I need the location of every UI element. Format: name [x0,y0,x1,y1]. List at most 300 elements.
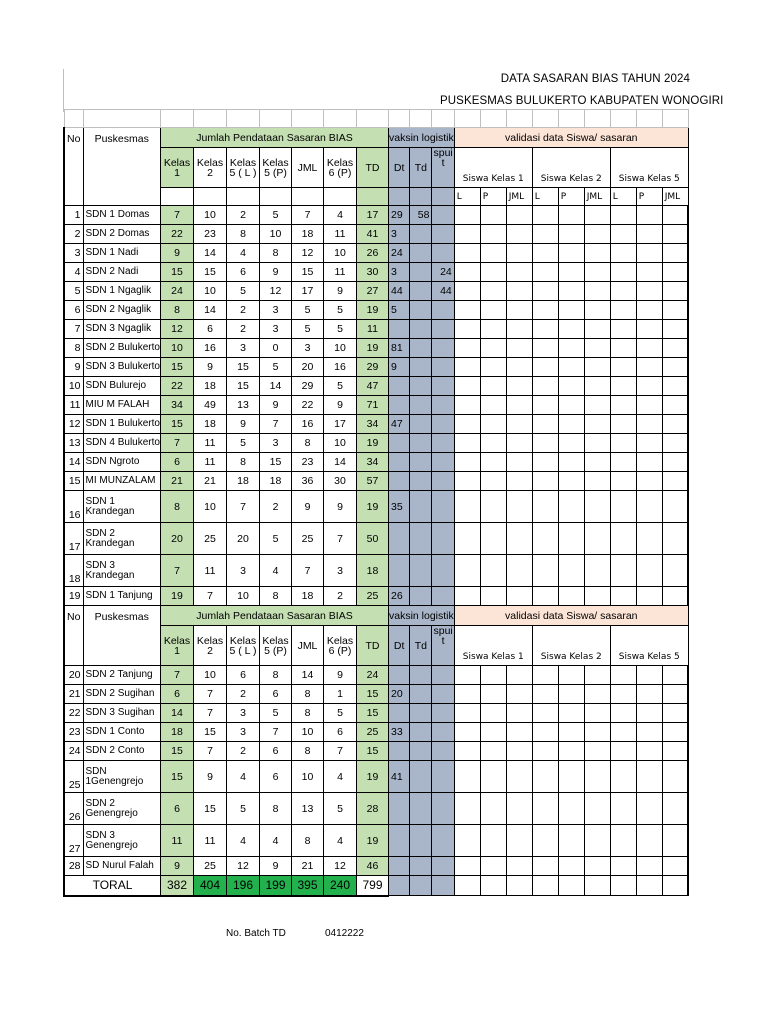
empty-cell [454,472,480,491]
empty-cell [410,876,432,896]
total-label: TORAL [64,876,160,896]
empty-cell [662,685,688,704]
row-kelas6p: 5 [323,320,356,339]
empty-cell [662,377,688,396]
row-no: 2 [64,225,83,244]
row-no: 4 [64,263,83,282]
row-kelas2: 7 [193,742,226,761]
empty-cell [532,301,558,320]
header-kelas5l: Kelas 5 ( L ) [226,148,259,188]
row-spuit [432,723,454,742]
row-dt [388,742,409,761]
empty-cell [558,110,584,128]
empty-cell [584,704,610,723]
row-kelas6p: 10 [323,244,356,263]
empty-cell [506,491,532,523]
row-jml: 15 [291,263,323,282]
empty-cell [506,723,532,742]
row-spuit [432,206,454,225]
row-kelas5l: 7 [226,491,259,523]
empty-cell [454,523,480,555]
row-puskesmas: SDN 3 Sugihan [83,704,160,723]
header-vaksin: vaksin logistik [388,128,454,148]
empty-cell [226,110,259,128]
row-dt [388,555,409,587]
empty-cell [558,666,584,685]
empty-cell [226,188,259,206]
row-kelas5p: 8 [259,587,291,606]
row-kelas5l: 8 [226,453,259,472]
row-kelas5l: 4 [226,761,259,793]
empty-cell [662,523,688,555]
row-kelas6p: 10 [323,339,356,358]
row-kelas6p: 12 [323,857,356,876]
row-kelas6p: 6 [323,723,356,742]
empty-cell [584,320,610,339]
empty-cell [532,472,558,491]
row-td2 [410,415,432,434]
row-kelas2: 18 [193,415,226,434]
sheet-gridline [63,69,64,112]
empty-cell [610,377,636,396]
empty-cell [662,587,688,606]
row-puskesmas: SDN 1 Tanjung [83,587,160,606]
row-kelas2: 11 [193,825,226,857]
header-vaksin: vaksin logistik [388,606,454,626]
empty-cell [454,587,480,606]
row-no: 28 [64,857,83,876]
row-kelas5p: 7 [259,415,291,434]
row-dt [388,434,409,453]
row-kelas5p: 5 [259,206,291,225]
table-row [64,666,688,685]
empty-cell [532,825,558,857]
row-kelas6p: 5 [323,793,356,825]
empty-cell [454,825,480,857]
header-kelas5p: Kelas 5 (P) [259,148,291,188]
empty-cell [584,434,610,453]
empty-cell [532,793,558,825]
row-td: 19 [356,301,388,320]
empty-cell [160,188,193,206]
empty-cell [584,377,610,396]
row-no: 19 [64,587,83,606]
row-td: 26 [356,244,388,263]
row-kelas1: 12 [160,320,193,339]
row-puskesmas: SDN 3 Genengrejo [83,825,160,857]
row-kelas2: 10 [193,282,226,301]
empty-cell [558,453,584,472]
row-jml: 22 [291,396,323,415]
empty-cell [584,225,610,244]
empty-cell [662,415,688,434]
row-kelas1: 22 [160,377,193,396]
empty-cell [532,704,558,723]
row-kelas2: 16 [193,339,226,358]
row-td2 [410,282,432,301]
row-kelas1: 20 [160,523,193,555]
row-puskesmas: SDN Bulurejo [83,377,160,396]
header-siswa2: Siswa Kelas 2 [532,626,610,666]
empty-cell [558,587,584,606]
row-dt [388,857,409,876]
empty-cell [532,666,558,685]
row-puskesmas: SDN 2 Tanjung [83,666,160,685]
row-kelas5l: 10 [226,587,259,606]
empty-cell [584,876,610,896]
row-jml: 18 [291,225,323,244]
empty-cell [584,110,610,128]
empty-cell [454,491,480,523]
row-no: 5 [64,282,83,301]
empty-cell [558,320,584,339]
empty-cell [636,704,662,723]
header-dt: Dt [388,148,409,188]
empty-cell [584,825,610,857]
table-row [64,555,688,587]
row-dt: 33 [388,723,409,742]
empty-cell [532,282,558,301]
table-row [64,320,688,339]
empty-cell [662,555,688,587]
row-td: 47 [356,377,388,396]
table-row [64,244,688,263]
empty-cell [636,685,662,704]
row-kelas5l: 3 [226,723,259,742]
header-kelas6p: Kelas 6 (P) [323,148,356,188]
empty-cell [532,396,558,415]
row-no: 25 [64,761,83,793]
row-td2 [410,666,432,685]
table-row [64,339,688,358]
header-sub-p: P [480,188,506,206]
row-kelas1: 6 [160,453,193,472]
row-spuit [432,555,454,587]
empty-cell [636,206,662,225]
row-td2 [410,396,432,415]
empty-cell [584,555,610,587]
row-spuit [432,825,454,857]
row-spuit [432,666,454,685]
row-no: 13 [64,434,83,453]
row-td2 [410,723,432,742]
header-siswa1: Siswa Kelas 1 [454,148,532,188]
row-kelas5p: 15 [259,453,291,472]
empty-cell [558,793,584,825]
empty-cell [480,793,506,825]
row-kelas5p: 6 [259,761,291,793]
empty-cell [480,742,506,761]
empty-cell [532,434,558,453]
empty-cell [558,523,584,555]
row-no: 15 [64,472,83,491]
row-puskesmas: SDN 1 Bulukerto [83,415,160,434]
row-no: 7 [64,320,83,339]
row-kelas5l: 3 [226,339,259,358]
empty-cell [636,339,662,358]
row-puskesmas: SDN 1 Ngaglik [83,282,160,301]
empty-cell [532,723,558,742]
header-jumlah: Jumlah Pendataan Sasaran BIAS [160,606,388,626]
empty-cell [636,377,662,396]
empty-cell [558,742,584,761]
header-siswa1: Siswa Kelas 1 [454,626,532,666]
row-kelas2: 9 [193,358,226,377]
row-kelas5p: 8 [259,244,291,263]
empty-cell [454,415,480,434]
empty-cell [506,761,532,793]
row-spuit [432,793,454,825]
empty-cell [636,761,662,793]
empty-cell [584,761,610,793]
empty-cell [454,453,480,472]
header-siswa5: Siswa Kelas 5 [610,148,688,188]
row-td2 [410,434,432,453]
row-td: 25 [356,723,388,742]
empty-cell [480,244,506,263]
empty-cell [662,453,688,472]
empty-cell [454,263,480,282]
empty-cell [193,110,226,128]
data-table [63,109,689,897]
row-spuit [432,453,454,472]
empty-cell [532,685,558,704]
empty-cell [610,206,636,225]
row-kelas1: 7 [160,206,193,225]
row-kelas1: 24 [160,282,193,301]
row-td2 [410,857,432,876]
empty-cell [480,761,506,793]
row-kelas5l: 3 [226,704,259,723]
table-row [64,857,688,876]
empty-cell [480,666,506,685]
row-kelas1: 9 [160,244,193,263]
page-subtitle: PUSKESMAS BULUKERTO KABUPATEN WONOGIRI [440,95,724,107]
row-td: 34 [356,415,388,434]
row-puskesmas: SDN 2 Genengrejo [83,793,160,825]
row-kelas1: 6 [160,793,193,825]
empty-cell [610,587,636,606]
row-puskesmas: SDN 2 Nadi [83,263,160,282]
row-dt [388,523,409,555]
empty-cell [532,244,558,263]
empty-cell [610,723,636,742]
row-kelas6p: 1 [323,685,356,704]
row-puskesmas: SDN 2 Bulukerto [83,339,160,358]
header-kelas5p: Kelas 5 (P) [259,626,291,666]
total-td: 799 [356,876,388,896]
empty-cell [662,263,688,282]
header-row [64,606,688,626]
row-kelas6p: 9 [323,491,356,523]
empty-cell [454,761,480,793]
empty-cell [610,472,636,491]
row-spuit [432,320,454,339]
header-validasi: validasi data Siswa/ sasaran [454,606,688,626]
total-k5l: 196 [226,876,259,896]
empty-cell [506,825,532,857]
row-td: 15 [356,742,388,761]
empty-cell [480,377,506,396]
row-td2 [410,301,432,320]
row-puskesmas: SDN 3 Bulukerto [83,358,160,377]
empty-cell [662,761,688,793]
empty-cell [506,523,532,555]
header-td2: Td [410,148,432,188]
row-kelas6p: 11 [323,225,356,244]
row-dt [388,396,409,415]
empty-cell [480,491,506,523]
row-kelas5l: 2 [226,206,259,225]
row-kelas2: 25 [193,523,226,555]
row-td2 [410,244,432,263]
row-kelas5p: 9 [259,263,291,282]
empty-cell [480,358,506,377]
empty-cell [662,225,688,244]
table-row [64,523,688,555]
empty-cell [506,742,532,761]
row-dt [388,453,409,472]
empty-cell [636,225,662,244]
row-td: 34 [356,453,388,472]
row-kelas6p: 16 [323,358,356,377]
empty-cell [636,523,662,555]
empty-cell [610,320,636,339]
empty-cell [480,555,506,587]
empty-cell [532,110,558,128]
empty-cell [610,225,636,244]
table-row [64,742,688,761]
empty-cell [610,110,636,128]
empty-cell [584,523,610,555]
empty-cell [506,704,532,723]
row-dt: 20 [388,685,409,704]
row-spuit [432,761,454,793]
row-kelas2: 15 [193,263,226,282]
empty-cell [454,358,480,377]
empty-cell [506,685,532,704]
empty-cell [558,761,584,793]
row-kelas5p: 3 [259,301,291,320]
row-jml: 10 [291,723,323,742]
row-kelas5p: 7 [259,723,291,742]
empty-cell [610,358,636,377]
empty-cell [558,244,584,263]
empty-cell [584,244,610,263]
empty-cell [636,358,662,377]
empty-cell [584,301,610,320]
empty-cell [506,110,532,128]
empty-cell [610,301,636,320]
empty-cell [454,555,480,587]
empty-cell [558,704,584,723]
empty-cell [610,761,636,793]
empty-cell [558,434,584,453]
row-kelas1: 8 [160,301,193,320]
empty-cell [454,301,480,320]
row-kelas1: 14 [160,704,193,723]
empty-cell [610,876,636,896]
row-td2 [410,377,432,396]
table-row [64,723,688,742]
row-kelas2: 11 [193,555,226,587]
row-kelas5p: 6 [259,742,291,761]
empty-cell [636,282,662,301]
row-td2 [410,793,432,825]
table-row [64,415,688,434]
row-no: 27 [64,825,83,857]
empty-cell [558,685,584,704]
row-kelas2: 7 [193,704,226,723]
empty-cell [480,263,506,282]
row-kelas5p: 9 [259,396,291,415]
empty-cell [506,301,532,320]
header-puskesmas: Puskesmas [83,606,160,666]
row-no: 22 [64,704,83,723]
header-no: No [64,128,83,206]
empty-cell [454,377,480,396]
empty-cell [480,320,506,339]
empty-cell [610,666,636,685]
table-row [64,761,688,793]
empty-cell [532,587,558,606]
empty-cell [636,723,662,742]
row-kelas5l: 9 [226,415,259,434]
empty-cell [610,434,636,453]
header-puskesmas: Puskesmas [83,128,160,206]
row-puskesmas: SDN 2 Sugihan [83,685,160,704]
row-td: 27 [356,282,388,301]
empty-cell [532,206,558,225]
empty-cell [83,110,160,128]
header-sub-jml: JML [506,188,532,206]
empty-cell [454,282,480,301]
row-dt: 44 [388,282,409,301]
row-kelas5l: 6 [226,263,259,282]
empty-cell [291,110,323,128]
row-jml: 23 [291,453,323,472]
empty-cell [259,188,291,206]
table-row [64,793,688,825]
row-dt [388,825,409,857]
empty-cell [662,491,688,523]
header-spuit: spui t [432,626,454,666]
empty-cell [584,491,610,523]
empty-cell [610,396,636,415]
row-kelas5l: 2 [226,301,259,320]
empty-cell [558,301,584,320]
row-kelas5l: 12 [226,857,259,876]
row-kelas2: 6 [193,320,226,339]
empty-cell [454,742,480,761]
empty-cell [506,415,532,434]
empty-cell [480,685,506,704]
row-jml: 8 [291,434,323,453]
empty-cell [532,491,558,523]
empty-cell [636,491,662,523]
empty-cell [480,857,506,876]
empty-cell [291,188,323,206]
row-jml: 13 [291,793,323,825]
empty-cell [558,377,584,396]
row-kelas2: 7 [193,685,226,704]
header-td: TD [356,626,388,666]
empty-cell [558,876,584,896]
row-dt: 41 [388,761,409,793]
row-puskesmas: MIU M FALAH [83,396,160,415]
empty-cell [558,263,584,282]
empty-cell [610,339,636,358]
